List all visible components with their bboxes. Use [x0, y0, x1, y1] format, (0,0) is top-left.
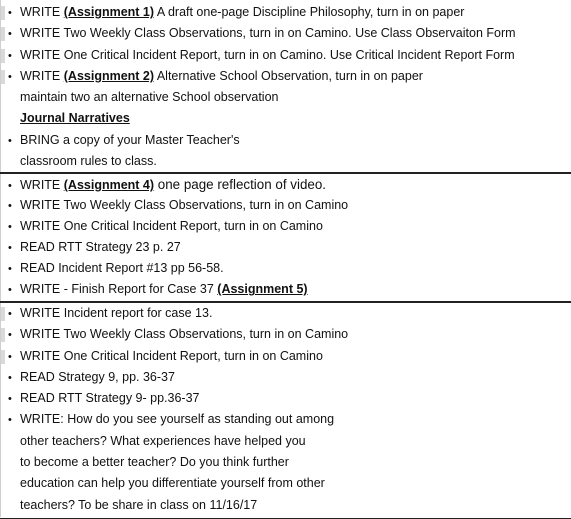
bullet: • [8, 371, 12, 384]
bullet: • [8, 200, 12, 213]
heading-journal-narratives: Journal Narratives [20, 111, 130, 126]
assignment-label: (Assignment 4) [63, 178, 155, 192]
bullet: • [8, 242, 12, 255]
list-item: • WRITE One Critical Incident Report, turn in on Camino [0, 346, 571, 367]
assignment-label: (Assignment 5) [217, 282, 308, 297]
list-item-continuation: education can help you differentiate yourself from other [20, 476, 325, 491]
list-item: • WRITE Two Weekly Class Observations, turn in on Camino [0, 324, 571, 345]
list-item: • WRITE (Assignment 2) Alternative School Observation, turn in on paper [0, 66, 571, 87]
bullet: • [8, 329, 12, 342]
bullet: • [8, 221, 12, 234]
list-item-continuation: teachers? To be share in class on 11/16/17 [20, 497, 258, 512]
list-item: • READ RTT Strategy 23 p. 27 [0, 237, 571, 258]
list-item: • WRITE One Critical Incident Report, turn in on Camino. Use Critical Incident Report Form [0, 45, 571, 66]
list-item: • READ Incident Report #13 pp 56-58. [0, 258, 571, 279]
list-item: • BRING a copy of your Master Teacher's [0, 130, 571, 151]
bullet: • [8, 70, 12, 83]
bullet: • [8, 180, 12, 192]
week-section-3 [0, 301, 571, 519]
list-item: • WRITE: How do you see yourself as standing out among [0, 409, 571, 430]
list-item: • WRITE Incident report for case 13. [0, 303, 571, 324]
list-item: • WRITE Two Weekly Class Observations, turn in on Camino. Use Class Observaiton Form [0, 23, 571, 44]
list-item: • WRITE One Critical Incident Report, turn in on Camino [0, 216, 571, 237]
list-item-continuation: maintain two an alternative School observation [20, 90, 279, 105]
bullet: • [8, 263, 12, 276]
bullet: • [8, 414, 12, 427]
list-item: • WRITE - Finish Report for Case 37 (Assignment 5) [0, 279, 571, 300]
list-item: • WRITE Two Weekly Class Observations, turn in on Camino [0, 195, 571, 216]
bullet: • [8, 393, 12, 406]
bullet: • [8, 28, 12, 41]
week-section-2 [0, 172, 571, 301]
bullet: • [8, 284, 12, 297]
list-item: • WRITE (Assignment 1) A draft one-page Discipline Philosophy, turn in on paper [0, 2, 571, 23]
list-item-continuation: other teachers? What experiences have helped you [20, 433, 306, 448]
list-item: • WRITE (Assignment 4) one page reflection of video. [0, 174, 571, 195]
bullet: • [8, 350, 12, 363]
bullet: • [8, 7, 12, 19]
bullet: • [8, 308, 12, 320]
list-item-continuation: to become a better teacher? Do you think further [20, 455, 289, 470]
assignment-label: (Assignment 2) [63, 68, 155, 83]
assignment-label: (Assignment 1) [63, 5, 155, 19]
list-item-continuation: classroom rules to class. [20, 154, 157, 169]
bullet: • [8, 49, 12, 62]
week-section-1 [0, 0, 571, 172]
list-item: • READ Strategy 9, pp. 36-37 [0, 367, 571, 388]
bullet: • [8, 134, 12, 147]
list-item: • READ RTT Strategy 9- pp.36-37 [0, 388, 571, 409]
